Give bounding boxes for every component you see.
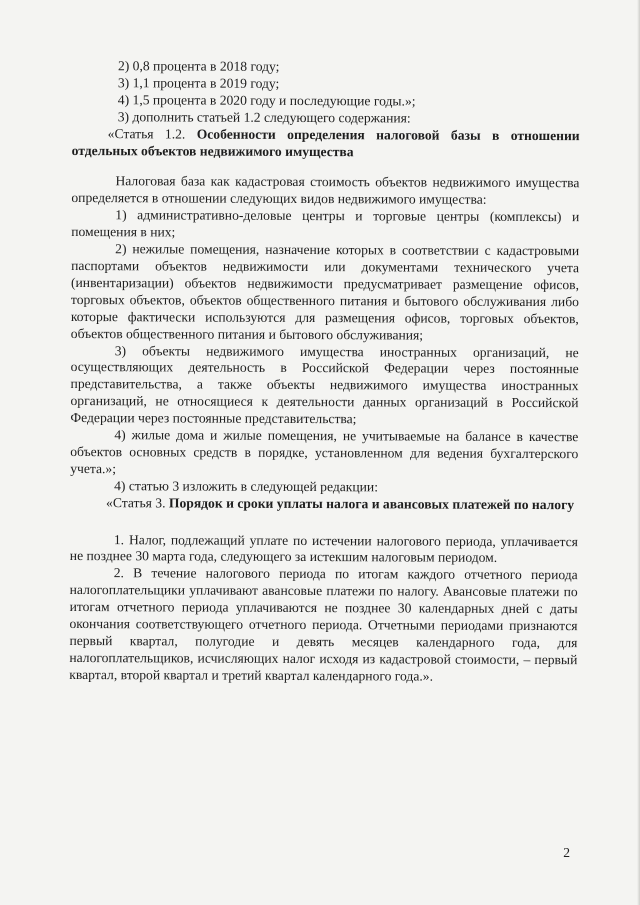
article-1-2-item-3: 3) объекты недвижимого имущества иностранных организаций, не осуществляющих деятельность в Российской Федерации через постоянные представительства, а также объекты недвижимого имущества иностранных организаций, не относящиеся к деятельности данных организаций в Российской Федерации через постоянные представительства; — [70, 342, 579, 427]
article-1-2-item-1: 1) административно-деловые центры и торговые центры (комплексы) и помещения в них; — [71, 207, 580, 240]
amendment-item-4: 4) статью 3 изложить в следующей редакции: — [114, 477, 379, 495]
article-1-2-prefix: «Статья 1.2. — [107, 125, 197, 142]
rate-item-2020: 4) 1,5 процента в 2020 году и последующие годы.»; — [117, 92, 416, 109]
article-1-2-title: Особенности определения налоговой базы в отношении отдельных объектов недвижимого имущества — [71, 126, 580, 159]
article-3-heading — [70, 495, 578, 514]
spacer — [70, 512, 578, 534]
article-3-paragraph-1: 1. Налог, подлежащий уплате по истечении налогового периода, уплачивается не позднее 30 марта года, следующего за истекшим налоговым периодом. — [69, 531, 578, 566]
article-3-prefix: «Статья 3. — [106, 494, 169, 511]
page-number: 2 — [563, 845, 570, 860]
article-1-2-item-4: 4) жилые дома и жилые помещения, не учитываемые на балансе в качестве объектов основных средств в порядке, установленном для ведения бухгалтерского учета.»; — [70, 427, 579, 477]
rate-item-2018: 2) 0,8 процента в 2018 году; — [117, 58, 280, 74]
document-body — [69, 58, 580, 686]
rate-item-2019: 3) 1,1 процента в 2019 году; — [117, 75, 280, 91]
article-1-2-item-2: 2) нежилые помещения, назначение которых в соответствии с кадастровыми паспортами объектов недвижимости или документами технического учета (инвентаризации) объектов недвижимости предусматривает размещение офисов, торговых объектов, объектов общественного питания и бытового обслуживания либо которые фактически используются для размещения офисов, торговых объектов, объектов общественного питания и бытового обслуживания; — [70, 241, 580, 343]
article-3-paragraph-2: 2. В течение налогового периода по итогам каждого отчетного периода налогоплательщики уплачивают авансовые платежи по налогу. Авансовые платежи по итогам отчетного периода уплачиваются не позднее 30 календарных дней с даты окончания соответствующего отчетного периода. Отчетными периодами признаются первый квартал, полугодие и девять месяцев календарного года, для налогоплательщиков, исчисляющих налог исходя из кадастровой стоимости, – первый квартал, второй квартал и третий квартал календарного года.». — [69, 565, 578, 684]
article-1-2-intro: Налоговая база как кадастровая стоимость объектов недвижимого имущества определяется в отношении следующих видов недвижимого имущества: — [71, 173, 580, 208]
article-3-title: Порядок и сроки уплаты налога и авансовых платежей по налогу — [168, 495, 575, 512]
amendment-item-3: 3) дополнить статьей 1.2 следующего содержания: — [117, 108, 411, 126]
article-1-2-heading — [72, 126, 580, 162]
